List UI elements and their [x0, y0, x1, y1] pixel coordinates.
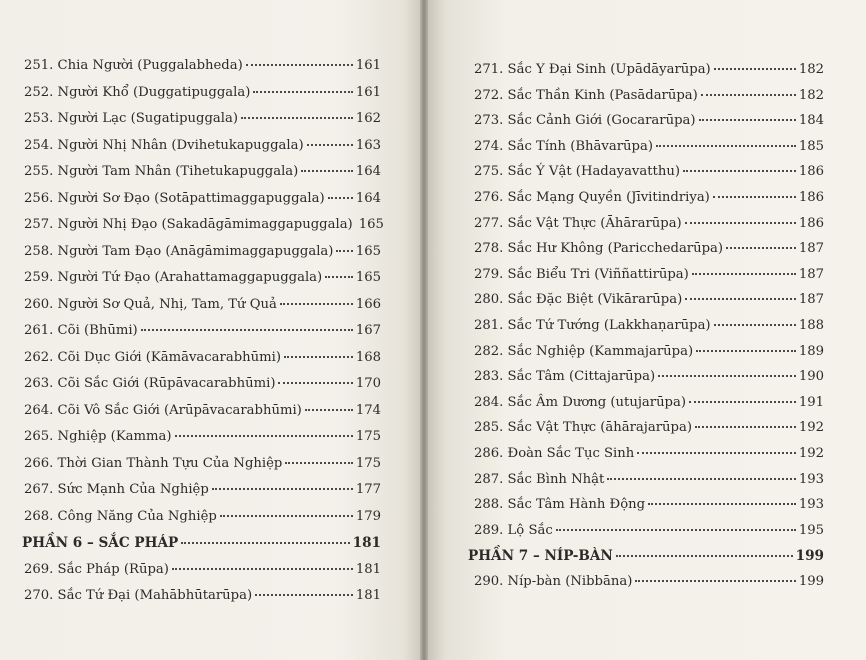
- dot-leader: [656, 145, 796, 147]
- toc-entry: [474, 523, 824, 538]
- toc-entry: [24, 297, 381, 312]
- page-number: 192: [798, 420, 824, 436]
- toc-entry: [24, 429, 381, 444]
- page-number: 187: [798, 266, 824, 282]
- page-number: 181: [355, 588, 381, 603]
- page-number: 166: [355, 296, 381, 312]
- dot-leader: [336, 250, 352, 252]
- page-number: 181: [352, 535, 381, 551]
- page-number: 175: [355, 455, 381, 471]
- page-number: 190: [798, 369, 824, 385]
- right-page: [428, 0, 866, 660]
- toc-entry: [474, 369, 824, 384]
- dot-leader: [714, 324, 796, 326]
- page-number: 165: [355, 270, 381, 285]
- dot-leader: [607, 478, 796, 480]
- dot-leader: [278, 382, 352, 384]
- toc-entry: [24, 509, 381, 524]
- dot-leader: [172, 568, 353, 570]
- section-title: PHẦN 7 – NÍP-BÀN: [468, 548, 613, 565]
- entry-title: 286. Đoàn Sắc Tục Sinh: [474, 446, 635, 461]
- toc-entry: [24, 350, 381, 365]
- entry-title: 260. Người Sơ Quả, Nhị, Tam, Tứ Quả: [24, 296, 277, 312]
- dot-leader: [683, 170, 796, 172]
- dot-leader: [220, 515, 353, 517]
- dot-leader: [648, 503, 796, 505]
- toc-entry: [24, 456, 381, 471]
- toc-entry: [474, 88, 824, 103]
- page-number: 168: [355, 349, 381, 365]
- entry-title: 283. Sắc Tâm (Cittajarūpa): [474, 369, 656, 385]
- toc-section-heading: [468, 548, 824, 564]
- entry-title: 280. Sắc Đặc Biệt (Vikārarūpa): [474, 292, 683, 308]
- toc-entry: [474, 446, 824, 461]
- toc-entry: [24, 138, 381, 153]
- section-title: PHẦN 6 – SẮC PHÁP: [22, 535, 179, 551]
- toc-entry: [24, 270, 381, 285]
- toc-entry: [24, 244, 381, 259]
- entry-title: 269. Sắc Pháp (Rūpa): [24, 561, 169, 577]
- dot-leader: [280, 303, 353, 305]
- dot-leader: [685, 222, 796, 224]
- page-number: 195: [798, 522, 824, 538]
- entry-title: 252. Người Khổ (Duggatipuggala): [24, 84, 251, 100]
- page-number: 165: [358, 217, 384, 232]
- dot-leader: [328, 197, 353, 199]
- dot-leader: [701, 94, 796, 96]
- toc-entry: [24, 85, 381, 100]
- page-number: 186: [798, 215, 824, 231]
- dot-leader: [685, 298, 796, 300]
- page-number: 186: [798, 190, 824, 205]
- toc-entry: [474, 292, 824, 307]
- dot-leader: [141, 329, 353, 331]
- entry-title: 287. Sắc Bình Nhật: [474, 471, 605, 487]
- toc-entry: [474, 574, 824, 589]
- dot-leader: [285, 462, 352, 464]
- page-number: 187: [798, 241, 824, 257]
- dot-leader: [635, 580, 795, 582]
- page-number: 189: [798, 343, 824, 359]
- page-number: 193: [798, 497, 824, 513]
- toc-entry: [24, 323, 381, 338]
- entry-title: 284. Sắc Âm Dương (utujarūpa): [474, 394, 687, 410]
- page-number: 192: [798, 446, 824, 461]
- dot-leader: [255, 594, 353, 596]
- dot-leader: [616, 555, 793, 557]
- toc-entry: [474, 472, 824, 487]
- entry-title: 251. Chia Người (Puggalabheda): [24, 58, 243, 73]
- entry-title: 254. Người Nhị Nhân (Dvihetukapuggala): [24, 137, 304, 153]
- dot-leader: [692, 273, 796, 275]
- page-number: 174: [355, 402, 381, 418]
- page-number: 164: [355, 190, 381, 206]
- entry-title: 271. Sắc Y Đại Sinh (Upādāyarūpa): [474, 62, 711, 77]
- toc-section-heading: [22, 535, 381, 551]
- entry-title: 261. Cõi (Bhūmi): [24, 323, 138, 338]
- toc-entry: [24, 58, 381, 73]
- dot-leader: [212, 488, 353, 490]
- dot-leader: [284, 356, 353, 358]
- page-number: 161: [355, 58, 381, 73]
- toc-entry: [24, 403, 381, 418]
- page-number: 161: [355, 84, 381, 100]
- page-number: 167: [355, 323, 381, 338]
- entry-title: 256. Người Sơ Đạo (Sotāpattimaggapuggala): [24, 190, 325, 206]
- entry-title: 270. Sắc Tứ Đại (Mahābhūtarūpa): [24, 588, 253, 603]
- toc-entry: [474, 344, 824, 359]
- page-number: 163: [355, 137, 381, 153]
- dot-leader: [305, 409, 353, 411]
- page-number: 199: [798, 574, 824, 589]
- entry-title: 278. Sắc Hư Không (Paricchedarūpa): [474, 241, 724, 257]
- page-number: 185: [798, 138, 824, 154]
- entry-title: 289. Lộ Sắc: [474, 522, 553, 538]
- toc-entry: [474, 395, 824, 410]
- dot-leader: [556, 529, 796, 531]
- page-number: 186: [798, 164, 824, 180]
- toc-entry: [24, 111, 381, 126]
- dot-leader: [241, 117, 353, 119]
- page-number: 187: [798, 292, 824, 308]
- toc-entry: [474, 267, 824, 282]
- entry-title: 288. Sắc Tâm Hành Động: [474, 497, 646, 513]
- dot-leader: [181, 542, 349, 544]
- dot-leader: [301, 170, 353, 172]
- entry-title: 277. Sắc Vật Thực (Āhārarūpa): [474, 215, 682, 231]
- toc-entry: [24, 217, 384, 232]
- entry-title: 268. Công Năng Của Nghiệp: [24, 508, 217, 524]
- toc-entry: [474, 139, 824, 154]
- dot-leader: [689, 401, 796, 403]
- entry-title: 265. Nghiệp (Kamma): [24, 429, 172, 444]
- toc-entry: [474, 318, 824, 333]
- entry-title: 272. Sắc Thần Kinh (Pasādarūpa): [474, 87, 698, 103]
- toc-entry: [24, 562, 381, 577]
- dot-leader: [637, 452, 796, 454]
- dot-leader: [696, 350, 796, 352]
- toc-entry: [24, 376, 381, 391]
- dot-leader: [658, 375, 796, 377]
- entry-title: 258. Người Tam Đạo (Anāgāmimaggapuggala): [24, 243, 334, 259]
- page-number: 184: [798, 113, 824, 129]
- left-page: [0, 0, 420, 660]
- entry-title: 285. Sắc Vật Thực (āhārajarūpa): [474, 420, 692, 436]
- page-number: 191: [798, 394, 824, 410]
- page-number: 170: [355, 376, 381, 391]
- toc-entry: [24, 191, 381, 206]
- entry-title: 255. Người Tam Nhân (Tihetukapuggala): [24, 164, 299, 179]
- toc-entry: [474, 420, 824, 435]
- entry-title: 266. Thời Gian Thành Tựu Của Nghiệp: [24, 455, 283, 471]
- entry-title: 263. Cõi Sắc Giới (Rūpāvacarabhūmi): [24, 376, 276, 391]
- entry-title: 276. Sắc Mạng Quyền (Jīvitindriya): [474, 190, 710, 205]
- dot-leader: [695, 426, 796, 428]
- dot-leader: [307, 144, 353, 146]
- dot-leader: [325, 276, 353, 278]
- page-number: 177: [355, 482, 381, 497]
- page-number: 188: [798, 318, 824, 333]
- page-number: 181: [355, 561, 381, 577]
- page-number: 182: [798, 62, 824, 77]
- book-gutter: [420, 0, 428, 660]
- entry-title: 262. Cõi Dục Giới (Kāmāvacarabhūmi): [24, 349, 281, 365]
- dot-leader: [726, 247, 796, 249]
- toc-entry: [474, 241, 824, 256]
- entry-title: 264. Cõi Vô Sắc Giới (Arūpāvacarabhūmi): [24, 402, 302, 418]
- entry-title: 281. Sắc Tứ Tướng (Lakkhaṇarūpa): [474, 318, 711, 333]
- entry-title: 290. Níp-bàn (Nibbāna): [474, 574, 633, 589]
- entry-title: 274. Sắc Tính (Bhāvarūpa): [474, 138, 653, 154]
- dot-leader: [253, 91, 352, 93]
- dot-leader: [175, 435, 353, 437]
- toc-entry: [474, 113, 824, 128]
- toc-entry: [474, 62, 824, 77]
- toc-entry: [474, 216, 824, 231]
- entry-title: 279. Sắc Biểu Tri (Viññattirūpa): [474, 266, 689, 282]
- page-number: 164: [355, 164, 381, 179]
- entry-title: 257. Người Nhị Đạo (Sakadāgāmimaggapuggala): [24, 217, 353, 232]
- page-number: 165: [355, 243, 381, 259]
- entry-title: 273. Sắc Cảnh Giới (Gocararūpa): [474, 113, 696, 129]
- toc-entry: [474, 164, 824, 179]
- dot-leader: [246, 64, 353, 66]
- toc-entry: [474, 190, 824, 205]
- dot-leader: [699, 119, 796, 121]
- page-number: 179: [355, 508, 381, 524]
- toc-entry: [24, 482, 381, 497]
- entry-title: 259. Người Tứ Đạo (Arahattamaggapuggala): [24, 270, 323, 285]
- toc-entry: [24, 588, 381, 603]
- entry-title: 275. Sắc Ý Vật (Hadayavatthu): [474, 164, 680, 180]
- dot-leader: [714, 68, 796, 70]
- entry-title: 267. Sức Mạnh Của Nghiệp: [24, 482, 209, 497]
- page-number: 182: [798, 87, 824, 103]
- dot-leader: [713, 196, 796, 198]
- page-number: 162: [355, 111, 381, 126]
- entry-title: 282. Sắc Nghiệp (Kammajarūpa): [474, 343, 694, 359]
- page-number: 199: [795, 548, 824, 565]
- toc-entry: [24, 164, 381, 179]
- entry-title: 253. Người Lạc (Sugatipuggala): [24, 111, 238, 126]
- page-number: 193: [798, 471, 824, 487]
- page-number: 175: [355, 429, 381, 444]
- toc-entry: [474, 497, 824, 512]
